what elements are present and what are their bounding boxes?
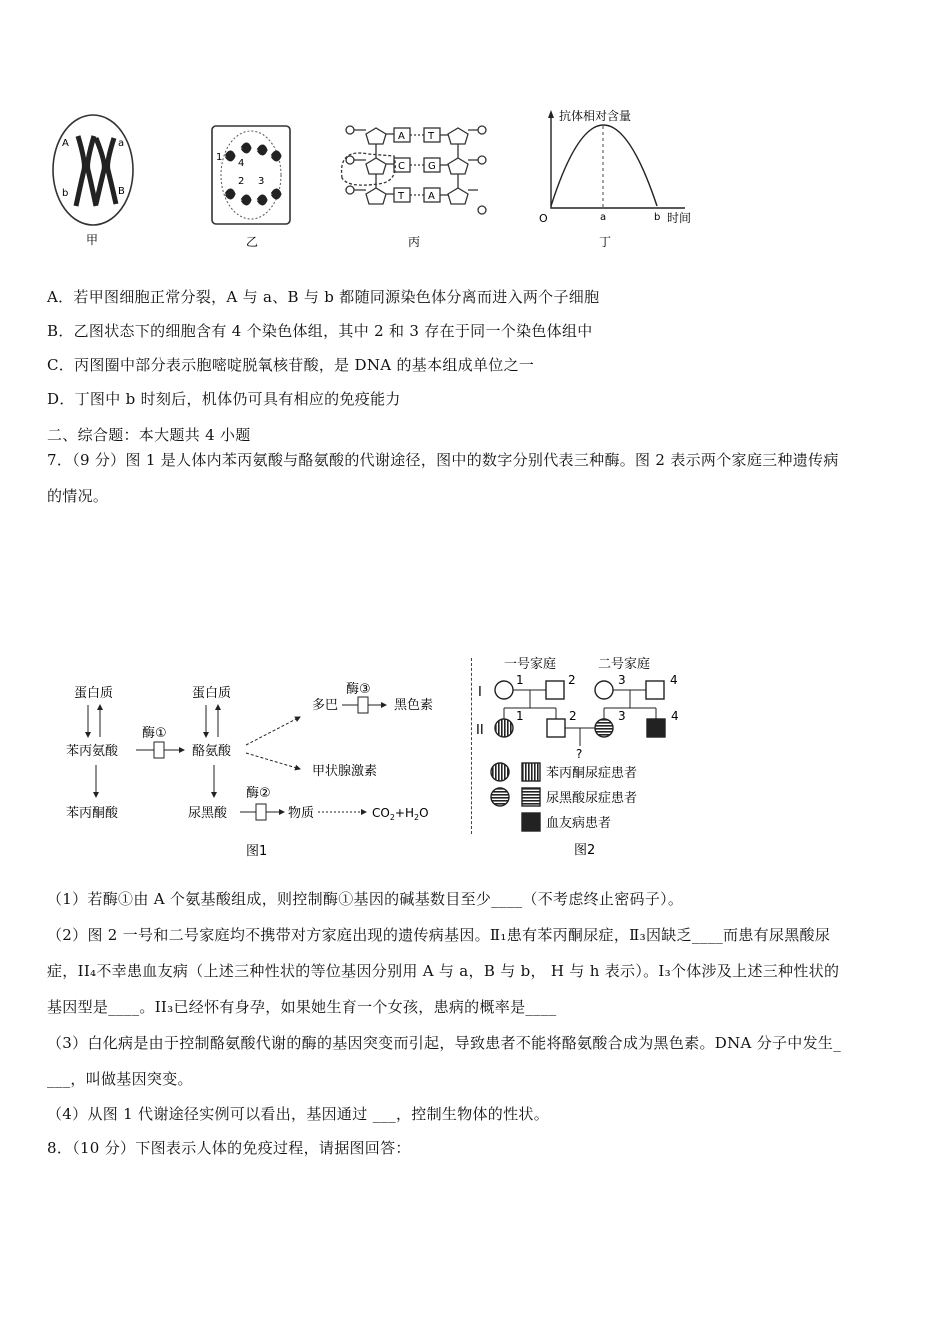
jia-label-A: A: [62, 138, 69, 149]
ding-curve: [551, 125, 657, 206]
figure-1-caption: 图1: [246, 844, 268, 859]
ding-tick-b: b: [654, 212, 661, 223]
q7-intro-line1: 7．（9 分）图 1 是人体内苯丙氨酸与酪氨酸的代谢途径，图中的数字分别代表三种酶。图 2 表示两个家庭三种遗传病: [47, 451, 839, 469]
enzyme-2-label: 酶②: [246, 786, 271, 801]
bing-base-4: G: [428, 161, 436, 172]
q7-part4: （4）从图 1 代谢途径实例可以看出，基因通过 ___，控制生物体的性状。: [47, 1105, 549, 1123]
f1-II2: [547, 719, 565, 737]
jia-label-a: a: [118, 138, 125, 149]
ding-xlabel: 时间: [667, 211, 692, 225]
svg-text:1: 1: [516, 709, 524, 723]
figure-divider: [471, 658, 472, 834]
jia-caption: 甲: [86, 233, 99, 247]
q7-part3-line2: ___，叫做基因突变。: [47, 1070, 193, 1088]
bing-caption: 丙: [408, 235, 421, 249]
f2-I3: [595, 681, 613, 699]
node-protein-2: 蛋白质: [192, 686, 232, 701]
generation-2-label: II: [476, 723, 484, 738]
option-a: A．若甲图细胞正常分裂，A 与 a、B 与 b 都随同源染色体分离而进入两个子细胞: [47, 288, 600, 306]
node-phenylalanine: 苯丙氨酸: [66, 744, 119, 759]
bing-base-3: C: [398, 161, 405, 172]
ding-ylabel: 抗体相对含量: [559, 109, 632, 123]
enzyme-1-label: 酶①: [142, 726, 167, 741]
svg-text:1: 1: [516, 673, 524, 687]
yi-cell: [212, 126, 290, 224]
unknown-child: ?: [576, 747, 583, 761]
figure-jia: [40, 108, 150, 253]
figure-2-pedigree: [474, 650, 714, 865]
bing-base-2: T: [428, 131, 435, 142]
node-homogentisic-acid: 尿黑酸: [188, 806, 228, 821]
jia-label-B: B: [118, 186, 125, 197]
q7-part3-line1: （3）白化病是由于控制酪氨酸代谢的酶的基因突变而引起，导致患者不能将酪氨酸合成为黑色素。DNA 分子中发生_: [47, 1034, 841, 1052]
q7-part2-line1: （2）图 2 一号和二号家庭均不携带对方家庭出现的遗传病基因。Ⅱ₁患有苯丙酮尿症，Ⅱ₃因缺乏____而患有尿黑酸尿: [47, 926, 831, 944]
generation-1-label: I: [478, 685, 482, 700]
bing-base-6: A: [428, 191, 435, 202]
legend-aku: 尿黑酸尿症患者: [546, 791, 638, 806]
node-substance: 物质: [288, 806, 315, 821]
family-2-label: 二号家庭: [598, 657, 651, 672]
jia-chromosome-left: [76, 136, 96, 206]
ding-tick-a: a: [600, 212, 607, 223]
option-b: B．乙图状态下的细胞含有 4 个染色体组，其中 2 和 3 存在于同一个染色体组中: [47, 322, 593, 340]
bing-base-1: A: [398, 131, 405, 142]
f2-II4: [647, 719, 665, 737]
jia-chromosome-right: [96, 138, 116, 204]
ding-origin: O: [539, 212, 548, 225]
f2-II3: [595, 719, 613, 737]
figure-yi: [206, 118, 296, 253]
q8-intro: 8．（10 分）下图表示人体的免疫过程，请据图回答：: [47, 1139, 411, 1157]
svg-text:2: 2: [569, 709, 577, 723]
figure-ding: [535, 104, 715, 254]
enzyme-3-label: 酶③: [346, 682, 371, 697]
svg-text:3: 3: [618, 673, 626, 687]
yi-label-1: 1: [216, 152, 223, 163]
svg-text:2: 2: [568, 673, 576, 687]
figure-bing: [338, 118, 493, 253]
q7-intro-line2: 的情况。: [47, 487, 109, 505]
svg-text:4: 4: [670, 673, 678, 687]
jia-label-b: b: [62, 188, 69, 199]
node-phenylpyruvic-acid: 苯丙酮酸: [66, 806, 119, 821]
node-protein-1: 蛋白质: [74, 686, 114, 701]
q7-part2-line3: 基因型是____。II₃已经怀有身孕，如果她生育一个女孩，患病的概率是____: [47, 998, 557, 1016]
section-title: 二、综合题：本大题共 4 小题: [47, 426, 251, 444]
q7-part2-line2: 症，II₄不幸患血友病（上述三种性状的等位基因分别用 A 与 a，B 与 b， H 与 h 表示）。I₃个体涉及上述三种性状的: [47, 962, 840, 980]
yi-label-2: 2: [238, 176, 245, 187]
svg-text:3: 3: [618, 709, 626, 723]
option-d: D．丁图中 b 时刻后，机体仍可具有相应的免疫能力: [47, 390, 401, 408]
f1-II1: [495, 719, 513, 737]
legend-hemophilia: 血友病患者: [546, 816, 612, 831]
node-tyrosine: 酪氨酸: [192, 744, 232, 759]
q7-part1: （1）若酶①由 A 个氨基酸组成，则控制酶①基因的碱基数目至少____（不考虑终止密码子）。: [47, 890, 684, 908]
f2-I4: [646, 681, 664, 699]
f1-I2: [546, 681, 564, 699]
family-1-label: 一号家庭: [504, 657, 557, 672]
yi-label-3: 3: [258, 176, 265, 187]
f1-I1: [495, 681, 513, 699]
legend-pku: 苯丙酮尿症患者: [546, 766, 638, 781]
figure-1-metabolism: [60, 675, 460, 865]
node-dopa: 多巴: [312, 698, 339, 713]
figure-2-caption: 图2: [574, 843, 596, 858]
yi-caption: 乙: [246, 235, 259, 249]
ding-caption: 丁: [599, 235, 612, 249]
bing-base-5: T: [398, 191, 405, 202]
node-melanin: 黑色素: [394, 698, 434, 713]
jia-cell: [53, 115, 133, 225]
yi-label-4: 4: [238, 158, 245, 169]
node-co2-h2o: $CO_2+H_2O$: [372, 806, 429, 822]
option-c: C．丙图圈中部分表示胞嘧啶脱氧核苷酸，是 DNA 的基本组成单位之一: [47, 356, 535, 374]
node-thyroid-hormone: 甲状腺激素: [312, 764, 378, 779]
svg-text:4: 4: [671, 709, 679, 723]
